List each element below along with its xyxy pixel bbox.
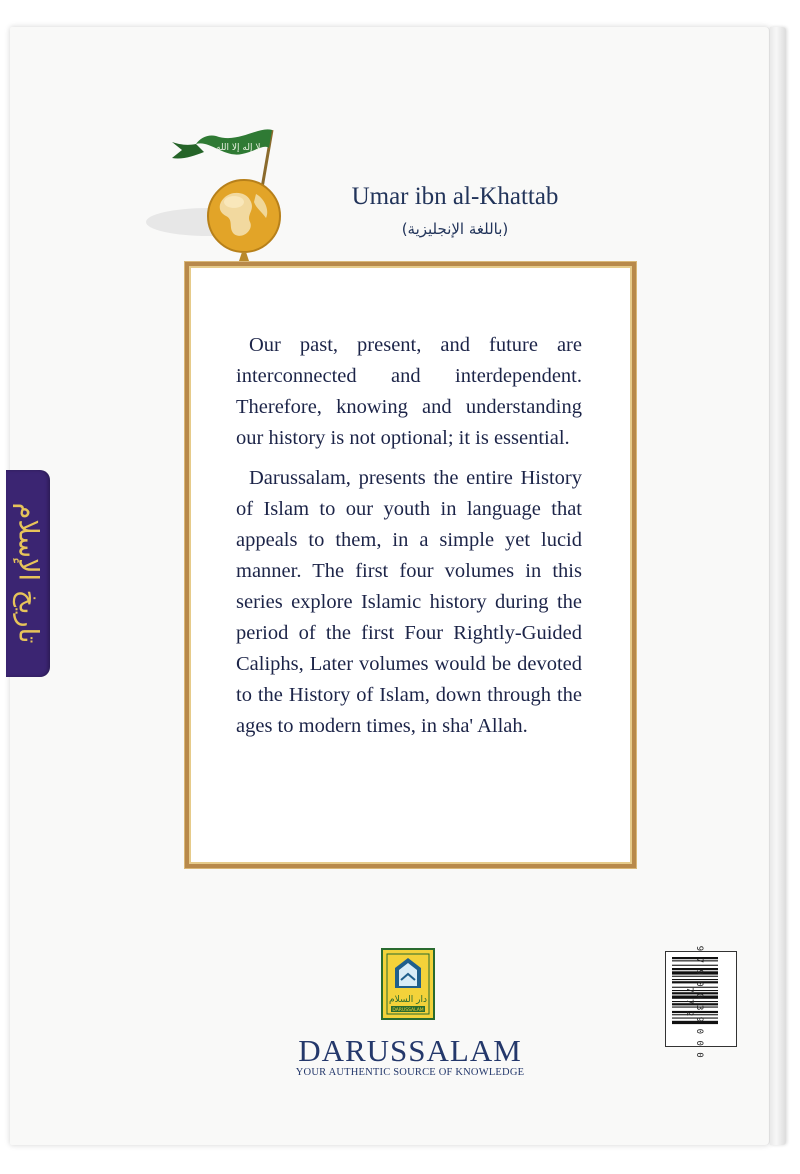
series-side-tab xyxy=(6,470,50,677)
blurb-text xyxy=(236,330,582,751)
publisher-tagline: YOUR AUTHENTIC SOURCE OF KNOWLEDGE xyxy=(295,1067,525,1078)
darussalam-logo-icon xyxy=(381,948,435,1020)
blurb-paragraph-2: Darussalam, presents the entire History of Islam to our youth in language that appeals to them, in a simple yet lucid manner. The first four volumes in this series explore Islamic history during the period of the first Four Rightly-Guided Caliphs, Later volumes would be devoted to the History of Islam, down through the ages to modern times, in sha' Allah. xyxy=(236,467,582,737)
barcode xyxy=(665,945,737,1059)
globe-flag-icon xyxy=(138,118,288,278)
book-spine-edge xyxy=(770,27,786,1145)
series-side-tab-label: تاريخ الإسلام xyxy=(12,502,44,644)
svg-text:لا إله إلا الله: لا إله إلا الله xyxy=(216,143,261,153)
publisher-name: DARUSSALAM xyxy=(298,1033,522,1068)
logo-arabic-text: دار السلام xyxy=(389,995,427,1005)
book-title: Umar ibn al-Khattab xyxy=(351,183,559,210)
book-subtitle: (باللغة الإنجليزية) xyxy=(401,220,509,238)
blurb-paragraph-1: Our past, present, and future are interconnected and interdependent. Therefore, knowing and understanding our history is not optional; it is essential. xyxy=(236,334,582,449)
barcode-number: 9 7 9 0 0 3 9 0 0 0 7 7 2 xyxy=(684,945,704,1059)
svg-text:DARUSSALAM: DARUSSALAM xyxy=(392,1008,424,1013)
